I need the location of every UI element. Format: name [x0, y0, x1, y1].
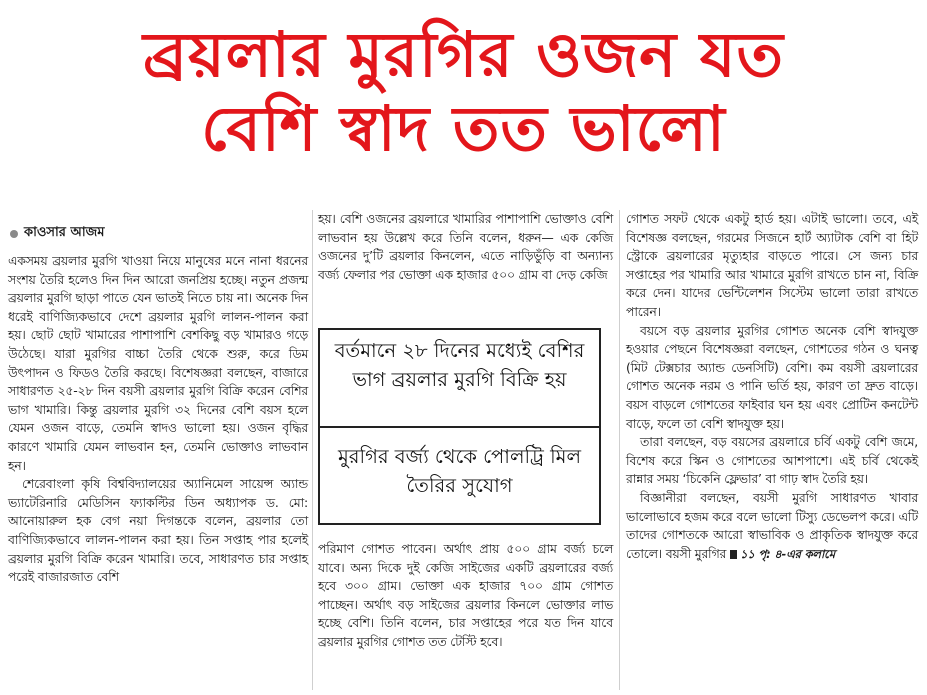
paragraph: তারা বলছেন, বড় বয়সের ব্রয়লারে চর্বি একটু বেশি জমে, বিশেষ করে স্কিন ও গোশতের আশপাশে। এই চর্বি থেকেই রান্নার সময় ‘চিকেনি ফ্লেভার’ বা গাঢ় স্বাদ তৈরি হয়। — [626, 434, 918, 487]
continuation-note — [730, 547, 835, 561]
author-name: কাওসার আজম — [24, 225, 105, 240]
paragraph: গোশত সফট থেকে একটু হার্ড হয়। এটাই ভালো। তবে, এই বিশেষজ্ঞ বলছেন, গরমের সিজনে হার্ট অ্যাটাক বেশি বা হিট স্ট্রোকে ব্রয়লারের মৃত্যুহার বাড়তে পারে। সে জন্য চার সপ্তাহের পর খামারি আর খামারে মুরগি রাখতে চান না, বিক্রি করে দেন। যাদের ভেন্টিলেশন সিস্টেম ভালো তারা রাখতে পারেন। — [626, 211, 918, 319]
bullet-icon — [10, 230, 18, 238]
continuation-text: ১১ পৃ: ৪-এর কলামে — [740, 546, 835, 561]
arrow-icon — [730, 550, 737, 559]
pull-quote-2: মুরগির বর্জ্য থেকে পোলট্রি মিল তৈরির সুযোগ — [337, 445, 582, 497]
paragraph: হয়। বেশি ওজনের ব্রয়লারে খামারির পাশাপাশি ভোক্তাও বেশি লাভবান হয় উল্লেখ করে তিনি বলেন, ধরুন— এক কেজি ওজনের দু’টি ব্রয়লার কিনলেন, এতে নাড়িভুঁড়ি বা অন্যান্য বর্জ্য ফেলার পর ভোক্তা এক হাজার ৫০০ গ্রাম বা দেড় কেজি — [318, 211, 613, 282]
pull-quote-1: বর্তমানে ২৮ দিনের মধ্যেই বেশির ভাগ ব্রয়লার মুরগি বিক্রি হয় — [320, 330, 599, 428]
article-column-2-top — [318, 210, 613, 284]
headline-line-2: বেশি স্বাদ তত ভালো — [201, 92, 726, 165]
paragraph: শেরেবাংলা কৃষি বিশ্ববিদ্যালয়ের অ্যানিমেল সায়েন্স অ্যান্ড ভ্যাটেরিনারি মেডিসিন ফ্যাকল্টির ডিন অধ্যাপক ড. মো: আনোয়ারুল হক বেগ নয়া দিগন্তকে বলেন, ব্রয়লার তো বাণিজ্যিকভাবে লালন-পালন করা হয়। তিন সপ্তাহ পার হলেই ব্রয়লার মুরগি বিক্রি করেন খামারি। তবে, সাধারণত চার সপ্তাহ পরেই বাজারজাত বেশি — [8, 476, 308, 585]
paragraph — [626, 489, 918, 563]
pull-quote-box — [318, 328, 601, 525]
article-column-2-bottom — [318, 540, 613, 652]
paragraph: পরিমাণ গোশত পাবেন। অর্থাৎ প্রায় ৫০০ গ্রাম বর্জ্য চলে যাবে। অন্য দিকে দুই কেজি সাইজের একটি ব্রয়লারের বর্জ্য হবে ৩০০ গ্রাম। ভোক্তা এক হাজার ৭০০ গ্রাম গোশত পাচ্ছেন। অর্থাৎ বড় সাইজের ব্রয়লার কিনলে ভোক্তার লাভ হচ্ছে বেশি। তিনি বলেন, চার সপ্তাহের পরে যত দিন যাবে ব্রয়লার মুরগির গোশত তত টেস্টি হবে। — [318, 541, 613, 649]
byline — [10, 223, 104, 244]
headline — [0, 18, 927, 166]
column-divider — [312, 210, 313, 690]
column-divider — [619, 210, 620, 690]
paragraph-text: বিজ্ঞানীরা বলছেন, বয়সী মুরগি সাধারণত খাবার ভালোভাবে হজম করে বলে ভালো টিস্যু ডেভেলপ করে। এটি তাদের গোশতকে আরো স্বাভাবিক ও প্রাকৃতিক স্বাদযুক্ত করে তোলে। বয়সী মুরগির — [626, 489, 918, 561]
paragraph: বয়সে বড় ব্রয়লার মুরগির গোশত অনেক বেশি স্বাদযুক্ত হওয়ার পেছনে বিশেষজ্ঞরা বলছেন, গোশতের গঠন ও ঘনত্ব (মিট টেক্সচার অ্যান্ড ডেনসিটি) বেশি। কম বয়সী ব্রয়লারের গোশত অনেক নরম ও পানি ভর্তি হয়, কারণ তা দ্রুত বাড়ে। বয়স বাড়লে গোশতের ফাইবার ঘন হয় এবং প্রোটিন কনটেন্ট বাড়ে, ফলে তা বেশি স্বাদযুক্ত হয়। — [626, 322, 918, 431]
article-column-3 — [626, 210, 918, 563]
paragraph: একসময় ব্রয়লার মুরগি খাওয়া নিয়ে মানুষের মনে নানা ধরনের সংশয় তৈরি হলেও দিন দিন আরো জনপ্রিয় হচ্ছে। নতুন প্রজন্ম ব্রয়লার মুরগি ছাড়া পাতে যেন ভাতই নিতে চায় না। অনেক দিন ধরেই বাণিজ্যিকভাবে দেশে ব্রয়লার মুরগি লালন-পালন করা হয়। ছোট ছোট খামারের পাশাপাশি বেশকিছু বড় খামারও গড়ে উঠেছে। যারা মুরগির বাচ্চা তৈরি থেকে শুরু, করে ডিম উৎপাদন ও ফিডও তৈরি করছে। বিশেষজ্ঞরা বলছেন, বাজারে সাধারণত ২৫-২৮ দিন বয়সী ব্রয়লার মুরগি বিক্রি করেন বেশির ভাগ খামারি। কিন্তু ব্রয়লার মুরগি ৩২ দিনের বেশি বয়স হলে যেমন ওজন বাড়ে, তেমনি স্বাদও ভালো হয়। ওজন বৃদ্ধির কারণে খামারি যেমন লাভবান হন, তেমনি ভোক্তাও লাভবান হন। — [8, 253, 308, 473]
article-column-1 — [8, 252, 308, 587]
headline-line-1: ব্রয়লার মুরগির ওজন যত — [142, 18, 784, 91]
